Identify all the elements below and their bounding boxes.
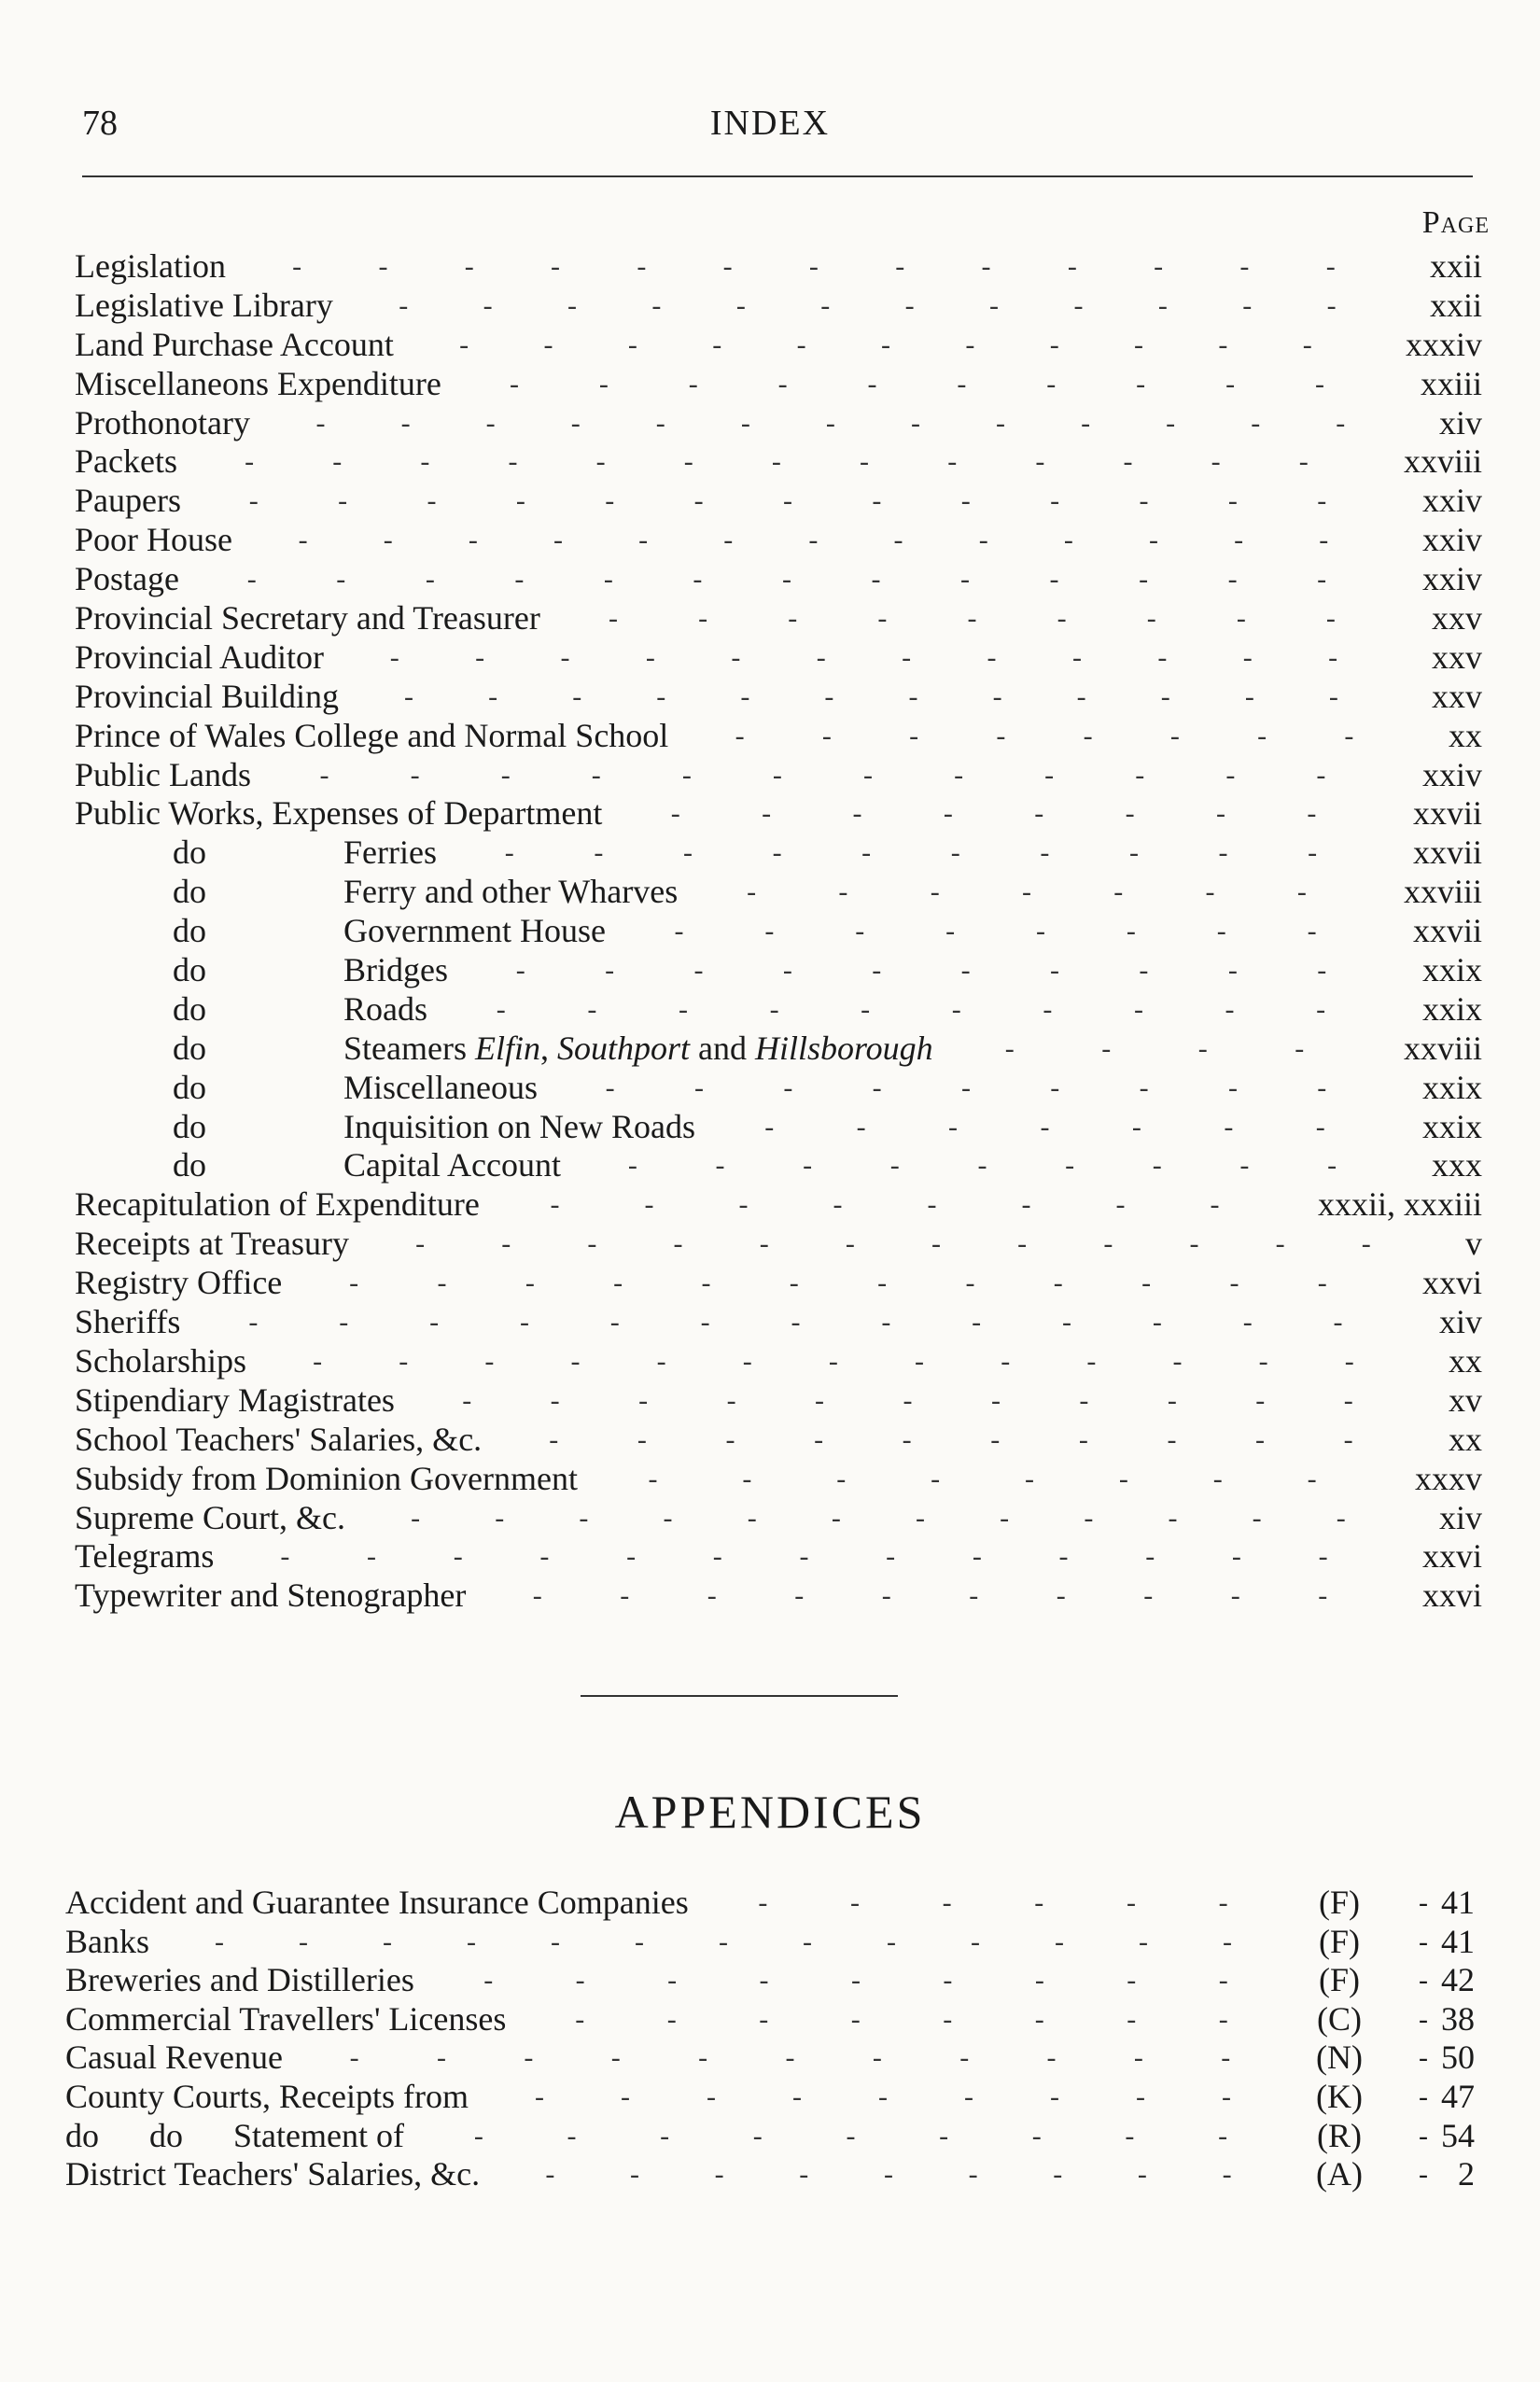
entry-sublabel: Capital Account — [343, 1146, 561, 1184]
leader-dashes: - - - - - - - - - - - - - — [248, 485, 1327, 517]
appendix-code: (K) — [1316, 2077, 1363, 2115]
leader-dashes: - - - - - - - - - - - - - — [215, 1926, 1232, 1957]
index-row — [75, 326, 1493, 365]
entry-label: Public Works, Expenses of Department — [75, 794, 603, 833]
entry-page-ref: xxvii — [1412, 912, 1482, 950]
entry-label: Land Purchase Account — [75, 325, 394, 363]
leader-dashes: - - - - - - - - - - — [532, 1580, 1328, 1612]
appendix-code: (N) — [1316, 2039, 1363, 2077]
entry-page-ref: xxiv — [1421, 482, 1482, 520]
index-row — [75, 287, 1493, 326]
index-row — [75, 1342, 1493, 1381]
entry-page-ref: xxii — [1429, 286, 1482, 324]
entry-page-ref: xxix — [1421, 1107, 1482, 1145]
appendix-code: (F) — [1319, 1884, 1360, 1921]
entry-label: Prothonotary — [75, 403, 250, 441]
index-row — [75, 1499, 1493, 1538]
appendix-label: Breweries and Distilleries — [65, 1961, 414, 1999]
leader-dashes: - - - - - - - - - - - — [459, 329, 1312, 360]
appendix-page: 41 — [1441, 1922, 1475, 1960]
entry-page-ref: xxv — [1432, 599, 1482, 638]
entry-page-ref: xv — [1449, 1380, 1482, 1419]
entry-page-ref: xiv — [1438, 403, 1482, 441]
leader-dashes: - - - - - - - - - — [545, 2159, 1232, 2191]
entry-label: Legislation — [75, 247, 226, 285]
index-row — [75, 1069, 1493, 1108]
entry-page-ref: xxiv — [1421, 521, 1482, 559]
entry-label: do — [173, 1068, 206, 1106]
leader-dashes: - - - - - - - - — [735, 720, 1354, 751]
appendix-row — [65, 1923, 1493, 1962]
entry-label: do — [173, 912, 206, 950]
entry-label: Typewriter and Stenographer — [75, 1576, 467, 1615]
index-row — [75, 951, 1493, 990]
index-row — [75, 756, 1493, 795]
appendix-row — [65, 1961, 1493, 2000]
entry-page-ref: xxvi — [1421, 1264, 1482, 1302]
leader-dashes: - - - - - - - - - - - - - — [245, 446, 1309, 478]
index-row — [75, 794, 1493, 834]
entry-sublabel: Bridges — [343, 951, 448, 989]
leader-dashes: - - - - - - - - - - — [496, 993, 1326, 1025]
leader-dashes: - - - - - - — [758, 1887, 1228, 1918]
leader-dashes: - - - - - - - - - - - - — [349, 1268, 1327, 1299]
leader-dashes: - - - - - - - - - - - - — [415, 1228, 1371, 1260]
entry-label: Stipendiary Magistrates — [75, 1380, 395, 1419]
index-row — [75, 1030, 1493, 1069]
index-row — [75, 482, 1493, 521]
entry-page-ref: xxv — [1432, 638, 1482, 676]
section-divider — [581, 1695, 898, 1697]
index-row — [75, 1576, 1493, 1616]
leader-dashes: - - - - - - - - - - - - - — [313, 1345, 1354, 1377]
entry-sublabel: Government House — [343, 912, 606, 950]
appendices-title: APPENDICES — [614, 1786, 926, 1838]
entry-sublabel: Ferries — [343, 834, 437, 872]
entry-label: Paupers — [75, 482, 181, 520]
entry-page-ref: xx — [1449, 716, 1482, 754]
leader-dashes: - - - - - - - - - - - - — [399, 289, 1337, 321]
leader-dashes: - - - - - - - - — [648, 1463, 1317, 1494]
appendix-page: 54 — [1441, 2116, 1475, 2154]
entry-page-ref: xxix — [1421, 951, 1482, 989]
leader-dashes: - - - - - - - - - - - - — [319, 759, 1326, 791]
leader-dash: - — [1419, 1887, 1428, 1918]
leader-dashes: - - - - - - - - - - — [509, 368, 1324, 399]
entry-page-ref: xxx — [1432, 1146, 1482, 1184]
index-row — [75, 1146, 1493, 1185]
leader-dash: - — [1419, 2003, 1428, 2035]
index-row — [75, 1108, 1493, 1147]
entry-label: Provincial Auditor — [75, 638, 324, 676]
leader-dashes: - - - - - - - - - — [473, 2120, 1228, 2151]
page-title: INDEX — [709, 104, 831, 143]
entry-sublabel: Inquisition on New Roads — [343, 1107, 695, 1145]
appendix-page: 38 — [1441, 1999, 1475, 2038]
entry-page-ref: xiv — [1438, 1303, 1482, 1341]
entry-label: Supreme Court, &c. — [75, 1498, 345, 1536]
appendix-row — [65, 2000, 1493, 2039]
entry-page-ref: xxvi — [1421, 1576, 1482, 1615]
entry-label: Provincial Building — [75, 677, 339, 715]
index-row — [75, 912, 1493, 951]
index-row — [75, 599, 1493, 638]
entry-label: do — [173, 1107, 206, 1145]
index-row — [75, 873, 1493, 912]
entry-label: School Teachers' Salaries, &c. — [75, 1420, 483, 1458]
leader-dashes: - - - - - - - — [764, 1111, 1325, 1142]
entry-label: Receipts at Treasury — [75, 1225, 349, 1263]
index-row — [75, 990, 1493, 1030]
entry-label: Packets — [75, 442, 177, 481]
entry-page-ref: xxvii — [1412, 794, 1482, 833]
entry-label: Scholarships — [75, 1341, 246, 1380]
leader-dash: - — [1419, 1965, 1428, 1997]
entry-page-ref: xxvi — [1421, 1537, 1482, 1576]
leader-dashes: - - - - - - - - - - — [504, 837, 1318, 869]
appendix-page: 2 — [1458, 2155, 1475, 2193]
entry-label: do — [173, 834, 206, 872]
appendix-label: Banks — [65, 1922, 149, 1960]
leader-dash: - — [1419, 2042, 1428, 2074]
entry-label: do — [173, 1146, 206, 1184]
index-row — [75, 1381, 1493, 1421]
entry-page-ref: xxxv — [1415, 1459, 1482, 1497]
entry-label: do — [173, 873, 206, 911]
appendix-page: 42 — [1441, 1961, 1475, 1999]
entry-page-ref: xx — [1449, 1341, 1482, 1380]
appendix-code: (C) — [1317, 1999, 1362, 2038]
index-row — [75, 1460, 1493, 1499]
appendix-code: (F) — [1319, 1922, 1360, 1960]
entry-label: Postage — [75, 560, 179, 598]
page-column-heading: Page — [1421, 205, 1490, 240]
entry-label: Legislative Library — [75, 286, 333, 324]
entry-page-ref: xxviii — [1403, 442, 1482, 481]
entry-label: Prince of Wales College and Normal School — [75, 716, 669, 754]
leader-dashes: - - - - - - - - - - - - — [389, 641, 1338, 673]
leader-dashes: - - - - — [1004, 1032, 1305, 1064]
index-row — [75, 1185, 1493, 1225]
appendix-code: (F) — [1319, 1961, 1360, 1999]
index-row — [75, 1225, 1493, 1264]
leader-dashes: - - - - - - - - - - — [515, 955, 1327, 987]
index-row — [75, 521, 1493, 560]
index-row — [75, 442, 1493, 482]
entry-page-ref: xxxiv — [1405, 325, 1482, 363]
entry-page-ref: xxviii — [1403, 873, 1482, 911]
entry-page-ref: xxviii — [1403, 1029, 1482, 1067]
appendix-row — [65, 1884, 1493, 1923]
leader-dashes: - - - - - - - - - - - - - — [280, 1541, 1328, 1573]
appendix-page: 47 — [1441, 2077, 1475, 2115]
entry-page-ref: xiv — [1438, 1498, 1482, 1536]
index-row — [75, 404, 1493, 443]
index-row — [75, 365, 1493, 404]
entry-sublabel: Ferry and other Wharves — [343, 873, 679, 911]
appendix-label: do do Statement of — [65, 2116, 404, 2154]
leader-dash: - — [1419, 2120, 1428, 2151]
entry-label: Subsidy from Dominion Government — [75, 1459, 578, 1497]
appendix-page: 50 — [1441, 2039, 1475, 2077]
entry-label: Registry Office — [75, 1264, 283, 1302]
leader-dashes: - - - - - - - - — [670, 798, 1317, 830]
leader-dashes: - - - - - - - - - - - - - — [292, 251, 1336, 282]
index-row — [75, 678, 1493, 717]
entry-label: Miscellaneons Expenditure — [75, 364, 441, 402]
entry-label: Sheriffs — [75, 1303, 181, 1341]
appendix-label: Commercial Travellers' Licenses — [65, 1999, 507, 2038]
entry-label: do — [173, 951, 206, 989]
entry-label: Recapitulation of Expenditure — [75, 1185, 480, 1224]
index-row — [75, 638, 1493, 678]
leader-dashes: - - - - - - - - — [550, 1189, 1220, 1221]
leader-dashes: - - - - - - - - — [674, 916, 1317, 947]
entry-page-ref: xxv — [1432, 677, 1482, 715]
leader-dashes: - - - - - - - - - — [535, 2081, 1231, 2112]
index-row — [75, 1264, 1493, 1303]
entry-label: Provincial Secretary and Treasurer — [75, 599, 540, 638]
leader-dashes: - - - - - - - - - — [483, 1965, 1228, 1997]
entry-page-ref: xxiv — [1421, 755, 1482, 793]
entry-page-ref: v — [1465, 1225, 1482, 1263]
entry-page-ref: xxiii — [1420, 364, 1482, 402]
entry-label: Poor House — [75, 521, 232, 559]
leader-dashes: - - - - - - - - - - - - - — [248, 1307, 1343, 1338]
entry-page-ref: xxii — [1429, 247, 1482, 285]
leader-dashes: - - - - - - - - - - - - — [404, 680, 1338, 712]
entry-page-ref: xxix — [1421, 1068, 1482, 1106]
index-row — [75, 247, 1493, 287]
leader-dashes: - - - - - - - - - - - — [349, 2042, 1231, 2074]
appendices-entries — [65, 1884, 1493, 2194]
entry-label: Telegrams — [75, 1537, 215, 1576]
header-rule — [82, 175, 1473, 177]
entry-page-ref: xxiv — [1421, 560, 1482, 598]
appendix-label: Casual Revenue — [65, 2039, 283, 2077]
index-row — [75, 1303, 1493, 1342]
appendix-code: (R) — [1317, 2116, 1362, 2154]
entry-page-ref: xx — [1449, 1420, 1482, 1458]
index-row — [75, 717, 1493, 756]
appendix-page: 41 — [1441, 1884, 1475, 1921]
entry-sublabel: Steamers Elfin, Southport and Hillsborough — [343, 1029, 933, 1067]
leader-dashes: - - - - - - - - — [575, 2003, 1228, 2035]
appendix-code: (A) — [1316, 2155, 1363, 2193]
leader-dashes: - - - - - - - - - - - - - — [246, 564, 1327, 596]
entry-label: do — [173, 989, 206, 1028]
entry-page-ref: xxxii, xxxiii — [1317, 1185, 1482, 1224]
appendix-label: District Teachers' Salaries, &c. — [65, 2155, 481, 2193]
entry-page-ref: xxix — [1421, 989, 1482, 1028]
leader-dashes: - - - - - - - - - - - - — [411, 1502, 1346, 1534]
page-number: 78 — [82, 104, 118, 143]
leader-dashes: - - - - - - - - - - - - - — [315, 407, 1346, 439]
entry-sublabel: Roads — [343, 989, 427, 1028]
entry-page-ref: xxvii — [1412, 834, 1482, 872]
leader-dashes: - - - - - - - - - — [609, 603, 1336, 635]
leader-dashes: - - - - - - - - - - - — [462, 1384, 1353, 1416]
leader-dash: - — [1419, 2159, 1428, 2191]
appendix-row — [65, 2117, 1493, 2156]
leader-dashes: - - - - - - - - - - - - - — [298, 525, 1329, 556]
entry-label: do — [173, 1029, 206, 1067]
leader-dash: - — [1419, 1926, 1428, 1957]
appendix-row — [65, 2039, 1493, 2078]
appendix-label: Accident and Guarantee Insurance Companies — [65, 1884, 689, 1921]
index-entries — [75, 247, 1493, 1616]
leader-dashes: - - - - - - - - - — [627, 1150, 1337, 1182]
index-row — [75, 834, 1493, 873]
index-row — [75, 1537, 1493, 1576]
index-row — [75, 1421, 1493, 1460]
index-row — [75, 560, 1493, 599]
leader-dash: - — [1419, 2081, 1428, 2112]
entry-sublabel: Miscellaneous — [343, 1068, 538, 1106]
appendix-row — [65, 2078, 1493, 2117]
leader-dashes: - - - - - - - - - — [605, 1072, 1327, 1103]
entry-label: Public Lands — [75, 755, 251, 793]
leader-dashes: - - - - - - - - - - — [549, 1423, 1353, 1455]
leader-dashes: - - - - - - - — [747, 876, 1307, 908]
appendix-label: County Courts, Receipts from — [65, 2077, 469, 2115]
appendix-row — [65, 2155, 1493, 2194]
